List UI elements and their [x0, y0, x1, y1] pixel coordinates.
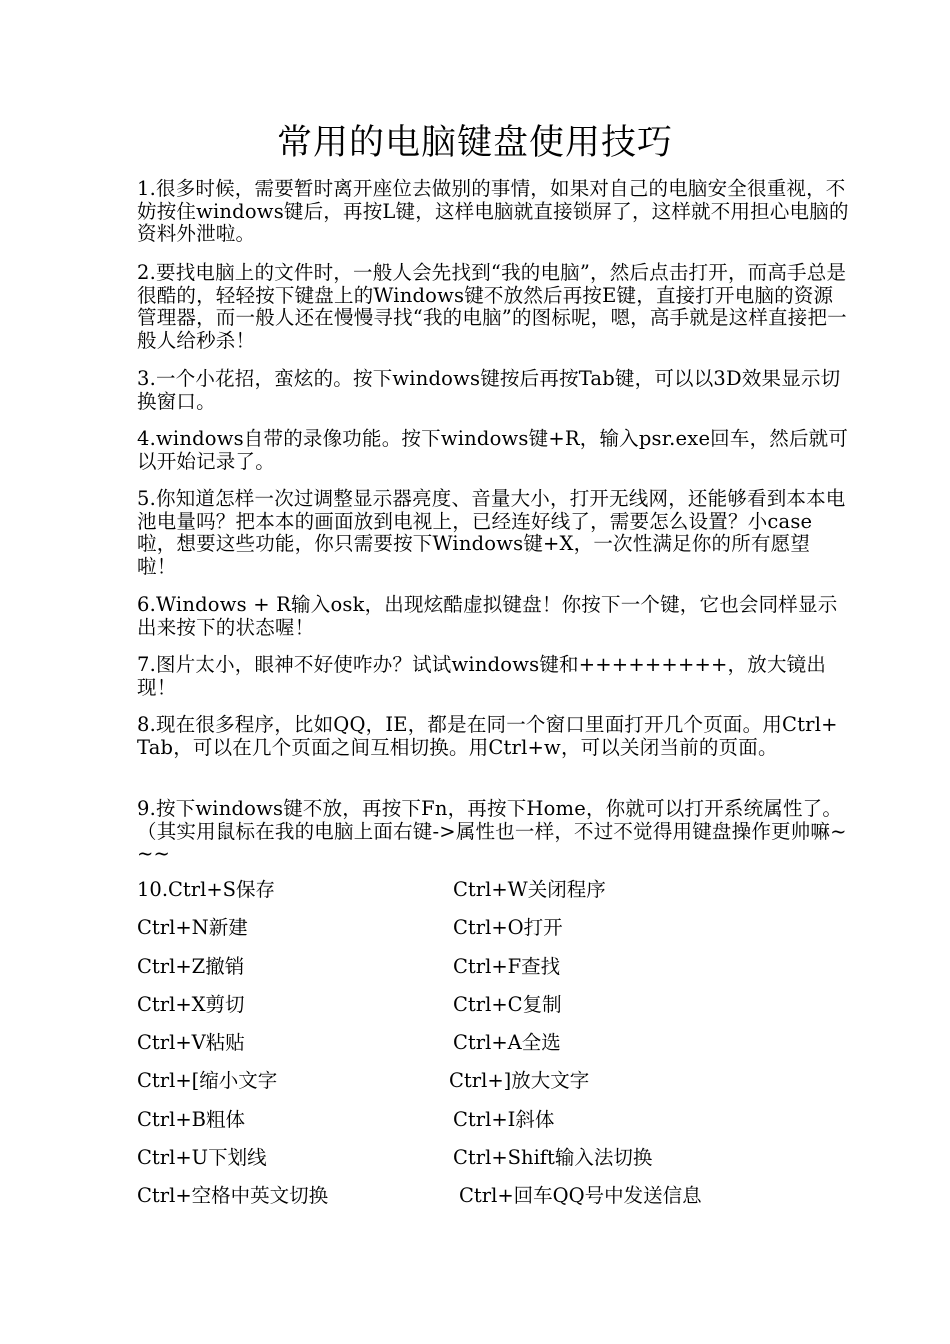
tip-8: 8.现在很多程序，比如QQ，IE，都是在同一个窗口里面打开几个页面。用Ctrl+Tab，可以在几个页面之间互相切换。用Ctrl+w，可以关闭当前的页面。	[137, 713, 838, 759]
tip-5: 5.你知道怎样一次过调整显示器亮度、音量大小，打开无线网，还能够看到本本电池电量吗？把本本的画面放到电视上，已经连好线了，需要怎么设置？小case啦，想要这些功能，你只需要按下Windows键+X，一次性满足你的所有愿望啦！	[137, 487, 846, 578]
shortcut-right: Ctrl+I斜体	[453, 1107, 555, 1131]
shortcut-row	[137, 873, 849, 911]
shortcut-right: Ctrl+A全选	[453, 1031, 561, 1055]
shortcut-row	[137, 1064, 849, 1102]
shortcut-row	[137, 950, 849, 988]
shortcut-row	[137, 1103, 849, 1141]
shortcut-right: Ctrl+W关闭程序	[453, 878, 606, 901]
shortcut-left: Ctrl+[缩小文字	[137, 1069, 278, 1093]
shortcut-left: Ctrl+B粗体	[137, 1107, 245, 1131]
shortcut-right: Ctrl+]放大文字	[449, 1069, 590, 1093]
shortcut-right: Ctrl+Shift输入法切换	[453, 1146, 653, 1170]
tip-7: 7.图片太小，眼神不好使咋办？试试windows键和+++++++++，放大镜出现！	[137, 653, 827, 699]
shortcut-left: Ctrl+Z撤销	[137, 954, 245, 978]
shortcut-right: Ctrl+C复制	[453, 992, 562, 1016]
shortcut-left: Ctrl+U下划线	[137, 1146, 267, 1170]
tip-1: 1.很多时候，需要暂时离开座位去做别的事情，如果对自己的电脑安全很重视，不妨按住windows键后，再按L键，这样电脑就直接锁屏了，这样就不用担心电脑的资料外泄啦。	[137, 177, 849, 245]
shortcut-right: Ctrl+回车QQ号中发送信息	[459, 1184, 702, 1208]
shortcut-left: 10.Ctrl+S保存	[137, 878, 276, 901]
shortcut-left: Ctrl+空格中英文切换	[137, 1184, 329, 1208]
shortcut-left: Ctrl+N新建	[137, 916, 248, 940]
tip-3: 3.一个小花招，蛮炫的。按下windows键按后再按Tab键，可以以3D效果显示切换窗口。	[137, 367, 841, 413]
shortcut-left: Ctrl+X剪切	[137, 992, 245, 1016]
shortcut-right: Ctrl+O打开	[453, 916, 563, 940]
shortcut-row	[137, 1141, 849, 1179]
tip-4: 4.windows自带的录像功能。按下windows键+R，输入psr.exe回车，然后就可以开始记录了。	[137, 427, 849, 473]
tip-9: 9.按下windows键不放，再按下Fn，再按下Home，你就可以打开系统属性了。（其实用鼠标在我的电脑上面右键->属性也一样，不过不觉得用键盘操作更帅嘛~~~	[137, 797, 847, 865]
shortcut-left: Ctrl+V粘贴	[137, 1031, 245, 1055]
tip-2: 2.要找电脑上的文件时，一般人会先找到“我的电脑”，然后点击打开，而高手总是很酷的，轻轻按下键盘上的Windows键不放然后再按E键，直接打开电脑的资源管理器，而一般人还在慢慢寻找“我的电脑”的图标呢，嗯，高手就是这样直接把一般人给秒杀！	[137, 261, 847, 352]
shortcut-row	[137, 988, 849, 1026]
shortcut-list	[137, 873, 849, 1218]
page-title: 常用的电脑键盘使用技巧	[276, 123, 673, 163]
shortcut-row	[137, 1026, 849, 1064]
shortcut-right: Ctrl+F查找	[453, 954, 561, 978]
shortcut-row	[137, 1179, 849, 1217]
tip-6: 6.Windows + R输入osk，出现炫酷虚拟键盘！你按下一个键，它也会同样显示出来按下的状态喔！	[137, 593, 838, 639]
shortcut-row	[137, 911, 849, 949]
